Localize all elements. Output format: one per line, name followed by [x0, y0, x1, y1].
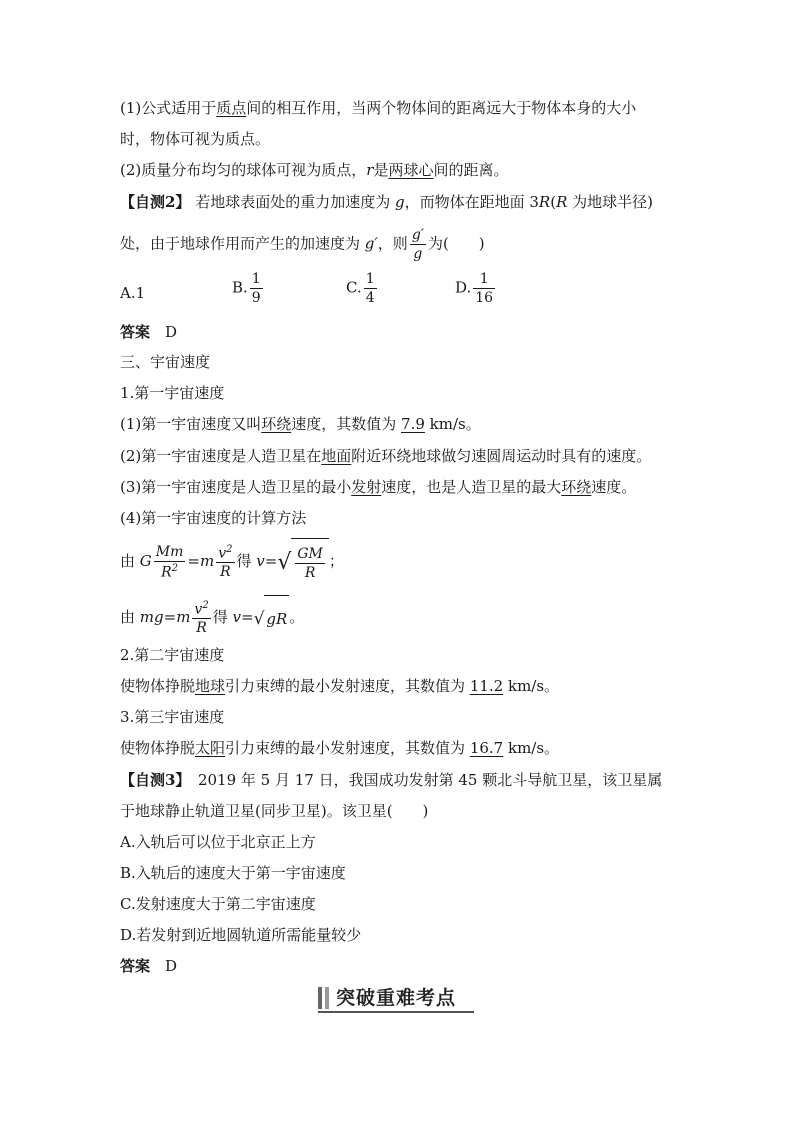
underlined-term: 地球 — [195, 677, 226, 695]
fraction-denominator — [154, 562, 186, 580]
var-m: m — [176, 608, 191, 626]
text: 是 — [373, 161, 389, 179]
radical-sign: √ — [253, 608, 265, 629]
test3-option-b — [120, 863, 346, 883]
text: ，则 — [377, 234, 408, 253]
text: 间的距离。 — [433, 161, 509, 179]
text: (4)第一宇宙速度的计算方法 — [120, 509, 307, 527]
test3-option-d — [120, 925, 361, 945]
fraction — [295, 547, 325, 580]
underlined-term: 太阳 — [195, 739, 226, 757]
section-title — [120, 352, 210, 372]
fraction-numerator: 1 — [473, 272, 495, 289]
fraction-numerator: 1 — [365, 271, 375, 287]
var-G: G — [139, 552, 152, 570]
para-escape-sun — [120, 738, 559, 758]
option-label: B. — [232, 278, 248, 297]
underlined-value: 16.7 — [469, 739, 504, 757]
test3-line-2 — [120, 801, 428, 821]
underlined-value: 11.2 — [469, 677, 504, 695]
fraction-numerator: 1 — [251, 271, 261, 287]
text: (2)质量分布均匀的球体可视为质点， — [120, 161, 367, 179]
fraction-denominator: R — [304, 564, 316, 581]
fraction-denominator: 9 — [251, 290, 261, 306]
text: 为地球半径) — [567, 193, 653, 211]
fraction — [410, 228, 426, 261]
test3-option-a — [120, 832, 316, 852]
fraction-numerator — [216, 545, 234, 564]
text: 使物体挣脱 — [120, 677, 196, 695]
radicand — [291, 538, 329, 585]
para-1 — [120, 414, 481, 434]
formula-2 — [120, 594, 304, 642]
test-tag: 【自测2】 — [120, 193, 191, 211]
fraction-numerator: Mm — [155, 543, 184, 560]
text: 附近环绕地球做匀速圆周运动时具有的速度。 — [351, 447, 652, 465]
subsection-1-title — [120, 383, 224, 403]
var-m: m — [199, 552, 215, 570]
test3-option-c — [120, 894, 316, 914]
option-b — [232, 272, 265, 305]
text: (3)第一宇宙速度是人造卫星的最小 — [120, 478, 352, 496]
square-root — [254, 595, 290, 642]
equals: = — [240, 608, 254, 626]
option-d — [455, 272, 497, 305]
text: 得 — [236, 552, 257, 570]
text: 速度，其数值为 — [291, 415, 402, 433]
var-g: g — [394, 193, 405, 211]
note-1-line-1 — [120, 98, 636, 118]
text: 由 — [120, 552, 140, 570]
underlined-term: 发射 — [351, 478, 382, 496]
underlined-term: 环绕 — [261, 415, 292, 433]
section-banner — [318, 985, 474, 1013]
underlined-term: 环绕 — [561, 478, 592, 496]
var-R: R — [161, 564, 172, 581]
underlined-value: 7.9 — [401, 415, 425, 433]
text: 引力束缚的最小发射速度，其数值为 — [225, 739, 470, 757]
text: km/s。 — [503, 739, 560, 757]
fraction-denominator: R — [196, 620, 207, 637]
var-v: v — [256, 552, 265, 570]
formula-1 — [120, 538, 344, 586]
text: 于地球静止轨道卫星(同步卫星)。该卫星( ) — [120, 802, 429, 820]
underlined-term: 质点 — [216, 99, 247, 117]
text: 由 — [120, 608, 140, 626]
radical-sign: √ — [277, 550, 292, 575]
underlined-term: 两球心 — [388, 161, 434, 179]
subsection-2-title — [120, 645, 224, 665]
text: 得 — [212, 608, 233, 626]
text: 三、宇宙速度 — [120, 353, 211, 371]
banner-bar-icon — [318, 987, 322, 1009]
text: 速度。 — [591, 478, 637, 496]
para-3 — [120, 477, 636, 497]
exponent: 2 — [171, 562, 179, 574]
answer-label: 答案 — [120, 323, 151, 341]
test2-line-2 — [120, 228, 485, 261]
var-R: R — [556, 193, 568, 211]
underlined-term: 地面 — [321, 447, 352, 465]
text: 时，物体可视为质点。 — [120, 130, 271, 148]
option-label: A.1 — [120, 284, 146, 302]
exponent: 2 — [226, 543, 233, 555]
text: km/s。 — [424, 415, 481, 433]
text: ，而物体在距地面 3 — [404, 193, 539, 211]
var-v: v — [194, 601, 203, 618]
para-escape-earth — [120, 676, 559, 696]
fraction-denominator: g — [413, 246, 423, 262]
text: C.发射速度大于第二宇宙速度 — [120, 895, 316, 913]
fraction — [364, 272, 377, 305]
option-label: D. — [455, 278, 472, 297]
square-root — [277, 538, 329, 586]
test2-answer — [120, 322, 177, 342]
text: 2019 年 5 月 17 日，我国成功发射第 45 颗北斗导航卫星，该卫星属 — [182, 771, 663, 789]
fraction-denominator: R — [220, 564, 231, 581]
var-r: r — [366, 161, 374, 179]
fraction-denominator: 4 — [365, 290, 375, 306]
text: 间的相互作用，当两个物体间的距离远大于物体本身的大小 — [246, 99, 637, 117]
text: (1)第一宇宙速度又叫 — [120, 415, 262, 433]
text: 1.第一宇宙速度 — [120, 384, 225, 402]
fraction-numerator: GM — [297, 545, 323, 562]
answer-value: D — [165, 957, 178, 975]
text: 为( ) — [427, 234, 485, 253]
text: 。 — [289, 608, 305, 626]
fraction-denominator: 16 — [475, 290, 494, 306]
text: A.入轨后可以位于北京正上方 — [120, 833, 316, 851]
text: 若地球表面处的重力加速度为 — [190, 193, 395, 211]
test3-line-1 — [120, 770, 662, 790]
text: ； — [328, 552, 344, 570]
para-4 — [120, 508, 306, 528]
text: D.若发射到近地圆轨道所需能量较少 — [120, 926, 362, 944]
option-c — [346, 272, 379, 305]
option-label: C. — [346, 278, 362, 297]
text: 处，由于地球作用而产生的加速度为 — [120, 234, 365, 253]
radicand: gR — [264, 595, 289, 642]
text: 3.第三宇宙速度 — [120, 708, 225, 726]
answer-label: 答案 — [120, 957, 151, 975]
var-g-prime: g′ — [364, 234, 378, 253]
equals: = — [187, 552, 200, 570]
var-v: v — [232, 608, 241, 626]
var-v: v — [218, 545, 227, 562]
text: (1)公式适用于 — [120, 99, 217, 117]
note-1-line-2 — [120, 129, 270, 149]
test3-answer — [120, 956, 177, 976]
text: 使物体挣脱 — [120, 739, 196, 757]
answer-value: D — [165, 323, 178, 341]
fraction-numerator: g′ — [411, 227, 424, 243]
equals: = — [163, 608, 177, 626]
var-R: R — [538, 193, 551, 211]
fraction — [473, 272, 495, 305]
test2-line-1 — [120, 192, 653, 212]
banner-title: 突破重难考点 — [336, 987, 457, 1009]
note-2 — [120, 160, 508, 180]
subsection-3-title — [120, 707, 224, 727]
text: (2)第一宇宙速度是人造卫星在 — [120, 447, 322, 465]
text: ( — [550, 193, 557, 211]
text: km/s。 — [503, 677, 560, 695]
test-tag: 【自测3】 — [120, 771, 183, 789]
fraction — [192, 601, 210, 636]
fraction-numerator — [192, 601, 210, 620]
para-2 — [120, 446, 651, 466]
fraction — [250, 272, 263, 305]
equals: = — [264, 552, 278, 570]
exponent: 2 — [202, 599, 209, 611]
text: B.入轨后的速度大于第一宇宙速度 — [120, 864, 346, 882]
text: 速度，也是人造卫星的最大 — [381, 478, 562, 496]
text: 2.第二宇宙速度 — [120, 646, 225, 664]
var-mg: mg — [139, 608, 164, 626]
banner-bar-icon — [325, 987, 329, 1009]
option-a — [120, 283, 145, 303]
fraction — [216, 545, 234, 580]
fraction — [154, 545, 186, 580]
text: 引力束缚的最小发射速度，其数值为 — [225, 677, 470, 695]
